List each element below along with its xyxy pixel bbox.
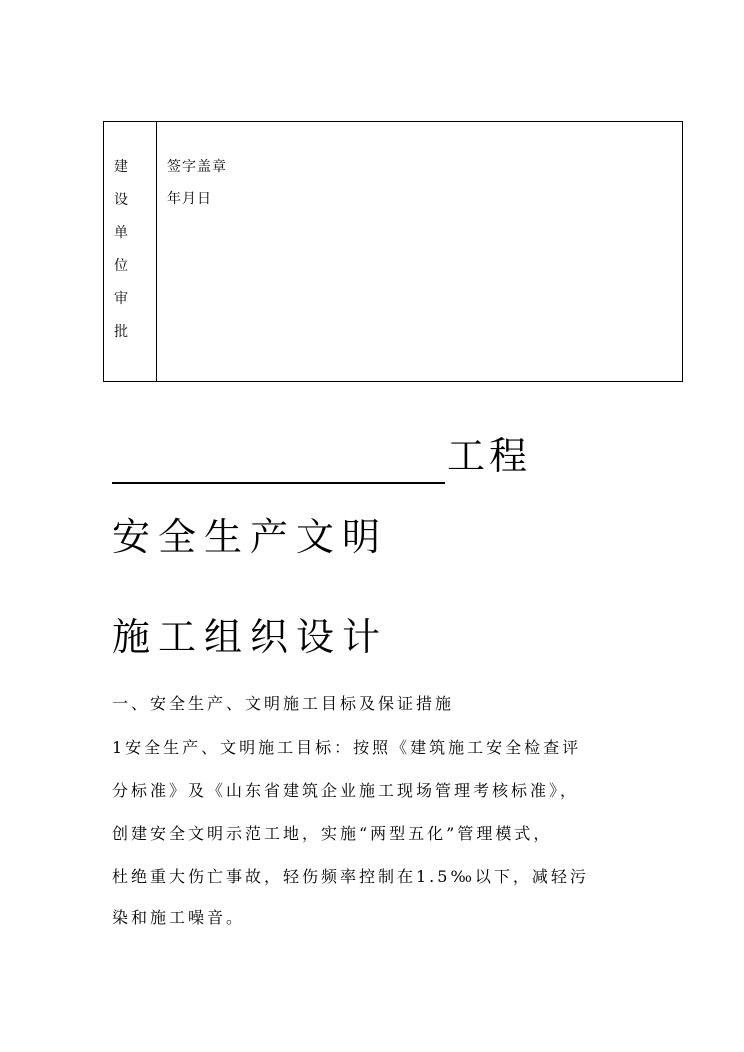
- body-paragraph-line: 染和施工噪音。: [112, 908, 246, 927]
- approval-label-char: 建: [114, 159, 128, 175]
- title-project-suffix: 工程: [447, 434, 532, 478]
- signature-seal-label: 签字盖章: [167, 159, 227, 175]
- approval-label-char: 审: [114, 291, 128, 307]
- approval-table: [103, 121, 683, 382]
- approval-label-char: 单: [114, 225, 128, 241]
- title-line-3: 施工组织设计: [112, 615, 389, 659]
- body-paragraph-line: 创建安全文明示范工地，实施“两型五化”管理模式，: [112, 824, 553, 843]
- body-paragraph-line: 杜绝重大伤亡事故，轻伤频率控制在1.5‰以下，减轻污: [112, 867, 589, 886]
- approval-label-char: 批: [114, 324, 128, 340]
- date-label: 年月日: [167, 191, 212, 207]
- approval-content-cell: [157, 122, 682, 381]
- approval-label-char: 位: [114, 258, 128, 274]
- section-heading: 一、安全生产、文明施工目标及保证措施: [112, 694, 455, 713]
- project-name-blank-line: [112, 482, 445, 484]
- approval-label-cell: [104, 122, 157, 381]
- body-paragraph-line: 1安全生产、文明施工目标：按照《建筑施工安全检查评: [112, 738, 582, 757]
- title-line-2: 安全生产文明: [112, 515, 389, 559]
- approval-label-char: 设: [114, 192, 128, 208]
- body-paragraph-line: 分标准》及《山东省建筑企业施工现场管理考核标准》，: [112, 781, 580, 800]
